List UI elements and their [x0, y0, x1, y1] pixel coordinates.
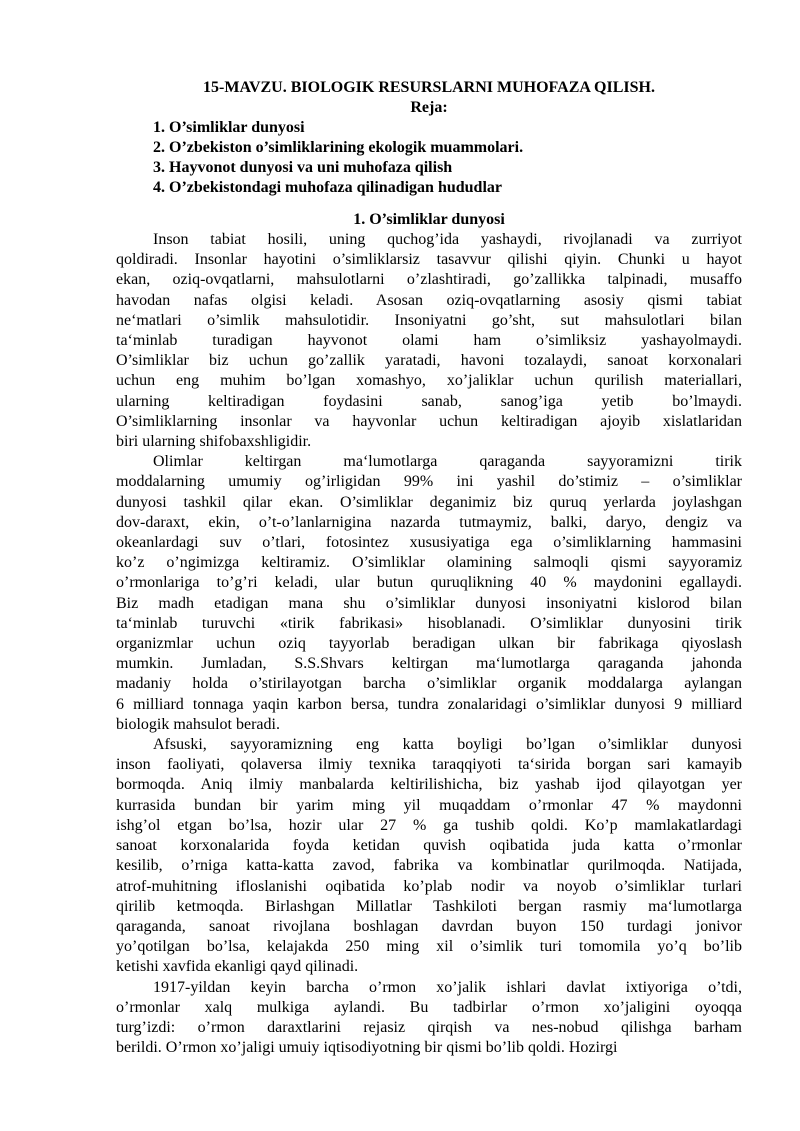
paragraph-line: 6 milliard tonnaga yaqin karbon bersa, tundra zonalaridagi o’simliklar dunyosi 9 milliard: [116, 695, 742, 713]
paragraph-line: havodan nafas olgisi keladi. Asosan oziq-ovqatlarning asosiy qismi tabiat: [116, 291, 742, 309]
paragraph: [116, 230, 742, 452]
paragraph: [116, 452, 742, 735]
document-page: [116, 78, 742, 1058]
paragraph-line: o’rmonlariga to’g’ri keladi, ular butun quruqlikning 40 % maydonini egallaydi.: [116, 574, 742, 592]
paragraph-line: o’rmonlar xalq mulkiga aylandi. Bu tadbirlar o’rmon xo’jaligini oyoqqa: [116, 998, 742, 1016]
paragraph-line: ta‘minlab turadigan hayvonot olami ham o’simliksiz yashayolmaydi.: [116, 332, 742, 350]
paragraph-line: qoldiradi. Insonlar hayotini o’simliklarsiz tasavvur qilishi qiyin. Chunki u hayot: [116, 251, 742, 269]
plan-item: 3. Hayvonot dunyosi va uni muhofaza qilish: [153, 159, 453, 176]
paragraph-line: biologik mahsulot beradi.: [116, 715, 280, 733]
paragraph-line: ne‘matlari o’simlik mahsulotidir. Insoniyatni go’sht, sut mahsulotlari bilan: [116, 311, 742, 329]
paragraph-line: bormoqda. Aniq ilmiy manbalarda keltirilishicha, biz yashab ijod qilayotgan yer: [116, 776, 742, 794]
plan-list: [116, 118, 742, 198]
paragraph-line: yo’qotilgan bo’lsa, kelajakda 250 ming xil o’simlik turi tomomila yo’q bo’lib: [116, 938, 742, 956]
paragraph-line: moddalarning umumiy og’irligidan 99% ini yashil do’stimiz – o’simliklar: [116, 473, 742, 491]
paragraph-line: kesilib, o’rniga katta-katta zavod, fabrika va kombinatlar qurilmoqda. Natijada,: [116, 857, 742, 875]
paragraph-line: Biz madh etadigan mana shu o’simliklar dunyosi insoniyatni kislorod bilan: [116, 594, 742, 612]
paragraph-line: ketishi xavfida ekanligi qayd qilinadi.: [116, 958, 359, 976]
paragraph-line: okeanlardagi suv o’tlari, fotosintez xususiyatiga ega o’simliklarning hammasini: [116, 534, 742, 552]
paragraph: [116, 978, 742, 1059]
paragraph-line: 1917-yildan keyin barcha o’rmon xo’jalik ishlari davlat ixtiyoriga o’tdi,: [153, 978, 742, 996]
plan-item: 4. O’zbekistondagi muhofaza qilinadigan hududlar: [153, 179, 502, 196]
paragraph-line: dov-daraxt, ekin, o’t-o’lanlarnigina nazarda tutmaymiz, balki, daryo, dengiz va: [116, 513, 742, 531]
paragraph-line: dunyosi tashkil qilar ekan. O’simliklar deganimiz biz quruq yerlarda joylashgan: [116, 493, 742, 511]
paragraph-line: Olimlar keltirgan ma‘lumotlarga qaraganda sayyoramizni tirik: [153, 453, 742, 471]
paragraph-line: organizmlar uchun oziq tayyorlab beradigan ulkan bir fabrikaga qiyoslash: [116, 635, 742, 653]
paragraph-line: Inson tabiat hosili, uning quchog’ida yashaydi, rivojlanadi va zurriyot: [153, 231, 742, 248]
paragraph-line: qaraganda, sanoat rivojlana boshlagan davrdan buyon 150 turdagi jonivor: [116, 917, 742, 935]
paragraph-line: ishg’ol etgan bo’lsa, hozir ular 27 % ga tushib qoldi. Ko’p mamlakatlardagi: [116, 816, 742, 834]
paragraph-line: biri ularning shifobaxshligidir.: [116, 433, 312, 451]
paragraph-line: ekan, oziq-ovqatlarni, mahsulotlarni o’zlashtiradi, go’zallikka talpinadi, musaffo: [116, 271, 742, 289]
plan-item: 2. O’zbekiston o’simliklarining ekologik muammolari.: [153, 139, 524, 156]
paragraph-line: O’simliklarning insonlar va hayvonlar uchun keltiradigan ajoyib xislatlaridan: [116, 412, 742, 430]
paragraph-line: ta‘minlab turuvchi «tirik fabrikasi» hisoblanadi. O’simliklar dunyosini tirik: [116, 614, 742, 632]
paragraph-line: turg’izdi: o’rmon daraxtlarini rejasiz qirqish va nes-nobud qilishga barham: [116, 1018, 742, 1036]
paragraph-line: uchun eng muhim bo’lgan xomashyo, xo’jaliklar uchun qurilish materiallari,: [116, 372, 742, 390]
paragraph-line: qirilib ketmoqda. Birlashgan Millatlar Tashkiloti bergan rasmiy ma‘lumotlarga: [116, 897, 742, 915]
paragraph-line: Afsuski, sayyoramizning eng katta boyligi bo’lgan o’simliklar dunyosi: [153, 736, 742, 754]
paragraph: [116, 735, 742, 977]
paragraph-line: mumkin. Jumladan, S.S.Shvars keltirgan ma‘lumotlarga qaraganda jahonda: [116, 655, 742, 673]
body-text: [116, 230, 742, 1058]
paragraph-line: O’simliklar biz uchun go’zallik yaratadi, havoni tozalaydi, sanoat korxonalari: [116, 352, 742, 370]
document-title: 15-MAVZU. BIOLOGIK RESURSLARNI MUHOFAZA QILISH.: [203, 79, 655, 96]
paragraph-line: ularning keltiradigan foydasini sanab, sanog’iga yetib bo’lmaydi.: [116, 392, 742, 410]
paragraph-line: sanoat korxonalarida foyda ketidan quvish oqibatida juda katta o’rmonlar: [116, 837, 742, 855]
paragraph-line: atrof-muhitning ifloslanishi oqibatida ko’plab nodir va noyob o’simliklar turlari: [116, 877, 742, 895]
plan-label: Reja:: [410, 99, 448, 116]
plan-item: 1. O’simliklar dunyosi: [153, 119, 305, 136]
section-heading: 1. O’simliklar dunyosi: [353, 211, 505, 228]
paragraph-line: inson faoliyati, qolaversa ilmiy texnika taraqqiyoti ta‘sirida borgan sari kamayib: [116, 756, 742, 774]
paragraph-line: ko’z o’ngimizga keltiramiz. O’simliklar olamining salmoqli qismi sayyoramiz: [116, 554, 742, 572]
paragraph-line: berildi. O’rmon xo’jaligi umuiy iqtisodiyotning bir qismi bo’lib qoldi. Hozirgi: [116, 1039, 618, 1057]
paragraph-line: madaniy holda o’stirilayotgan barcha o’simliklar organik moddalarga aylangan: [116, 675, 742, 693]
paragraph-line: kurrasida bundan bir yarim ming yil muqaddam o’rmonlar 47 % maydonni: [116, 796, 742, 814]
